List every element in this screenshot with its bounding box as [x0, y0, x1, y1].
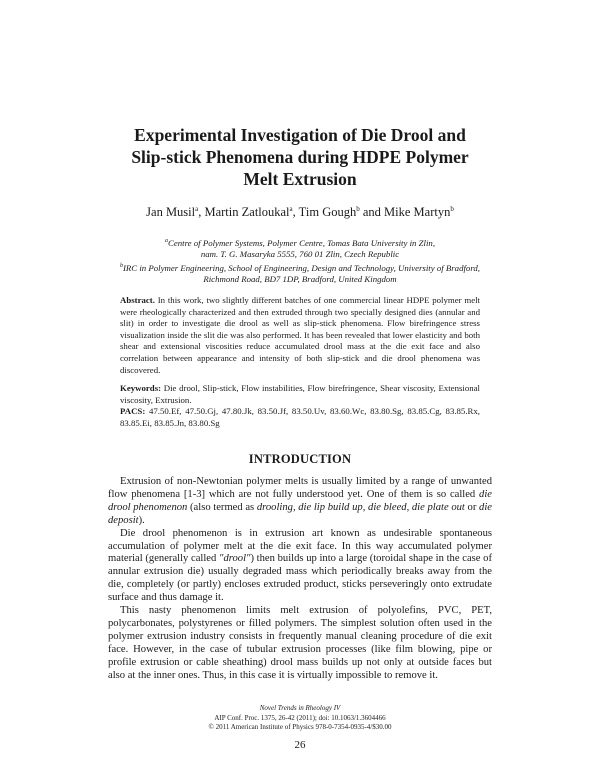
- author-name: Martin Zatloukal: [204, 205, 290, 220]
- pacs-text: 47.50.Ef, 47.50.Gj, 47.80.Jk, 83.50.Jf, 83.50.Uv, 83.60.Wc, 83.80.Sg, 83.85.Cg, 83.85.Rx, 83.85.Ei, 83.85.Jn, 83.80.Sg: [120, 406, 480, 428]
- author-affiliation-mark: b: [450, 205, 454, 213]
- affiliations: [100, 236, 500, 285]
- abstract-paragraph: [120, 295, 480, 376]
- title-line: Slip-stick Phenomena during HDPE Polymer: [131, 147, 469, 167]
- body-paragraph: This nasty phenomenon limits melt extrusion of polyolefins, PVC, PET, polycarbonates, polystyrenes or filled polymers. The simplest solution often used in the polymer extrusion industry consists in frequently manual cleaning procedure of die exit face. However, in the case of tubular extrusion processes (like film blowing, pipe or profile extrusion or cable sheathing) drool mass builds up not only at outside faces but also at the inner ones. Thus, in this case it is virtually impossible to remove it.: [108, 605, 492, 681]
- footer-copyright: © 2011 American Institute of Physics 978-0-7354-0935-4/$30.00: [208, 723, 392, 732]
- keywords-label: Keywords:: [120, 383, 162, 394]
- footer-citation: AIP Conf. Proc. 1375, 26-42 (2011); doi: 10.1063/1.3604466: [214, 713, 386, 722]
- paper-title: [100, 124, 500, 190]
- body-paragraph: Extrusion of non-Newtonian polymer melts is usually limited by a range of unwanted flow phenomena [1-3] which are not fully understood yet. One of them is so called die drool phenomenon (also termed as drooling, die lip build up, die bleed, die plate out or die deposit).: [108, 476, 492, 526]
- affiliation-mark: b: [119, 262, 123, 269]
- emphasis: die deposit: [108, 501, 492, 526]
- author-affiliation-mark: a: [289, 205, 293, 213]
- keywords-text: Die drool, Slip-stick, Flow instabilities, Flow birefringence, Shear viscosity, Extensional viscosity, Extrusion.: [120, 383, 480, 405]
- author-name: Tim Gough: [298, 205, 357, 220]
- pacs-label: PACS:: [120, 406, 146, 417]
- abstract-label: Abstract.: [120, 295, 155, 305]
- abstract-block: [120, 295, 480, 430]
- author-name: Jan Musil: [146, 205, 196, 220]
- body-paragraph: Die drool phenomenon is in extrusion art known as undesirable spontaneous accumulation of polymer melt at the die exit face. In this way accumulated polymer material (generally called "drool") then builds up into a large (toroidal shape in the case of annular extrusion die) usually degraded mass which periodically breaks away from the die, completely (or partly) encloses extruded product, sticks perseveringly onto extrudate surface and thus damage it.: [108, 527, 492, 604]
- author-separator: ,: [292, 205, 299, 220]
- author-affiliation-mark: a: [195, 205, 199, 213]
- author-affiliation-mark: b: [356, 205, 360, 213]
- pacs-paragraph: [120, 406, 480, 429]
- affiliation-b-line1: $^b$IRC in Polymer Engineering, School of Engineering, Design and Technology, University of Bradford,: [119, 262, 481, 273]
- page-footer: [100, 704, 500, 733]
- emphasis: drooling, die lip build up, die bleed, die plate out: [256, 501, 465, 513]
- author-separator: ,: [198, 205, 205, 220]
- section-heading: INTRODUCTION: [248, 452, 352, 466]
- affiliation-mark: a: [164, 238, 168, 244]
- author-name: Mike Martyn: [384, 205, 451, 220]
- footer-journal: Novel Trends in Rheology IV: [259, 704, 341, 712]
- affiliation-b-line2: Richmond Road, BD7 1DP, Bradford, United Kingdom: [203, 274, 397, 285]
- author-list: [60, 205, 540, 220]
- emphasis: "drool": [219, 553, 251, 565]
- author-separator: and: [359, 205, 385, 220]
- affiliation-a-line1: $^a$Centre of Polymer Systems, Polymer Centre, Tomas Bata University in Zlin,: [164, 237, 436, 248]
- emphasis: die drool phenomenon: [108, 488, 492, 513]
- keywords-paragraph: [120, 383, 480, 406]
- page-number: 26: [294, 739, 306, 751]
- affiliation-a-line2: nam. T. G. Masaryka 5555, 760 01 Zlin, Czech Republic: [200, 249, 400, 260]
- title-line: Melt Extrusion: [243, 169, 357, 189]
- abstract-text: In this work, two slightly different batches of one commercial linear HDPE polymer melt were rheologically characterized and then extruded through two specially designed dies (annular and slit) in order to investigate die drool as well as slip-stick phenomena. Flow birefringence stress visualization inside the slit die was also performed. It has been revealed that lower elasticity and both shear and extensional viscosities reduce accumulated drool mass at the die exit face and also correlation between appearance and intensity of both slip-stick and die drool phenomena was discovered.: [120, 295, 480, 375]
- title-line: Experimental Investigation of Die Drool and: [134, 125, 466, 145]
- body-text: [108, 476, 492, 683]
